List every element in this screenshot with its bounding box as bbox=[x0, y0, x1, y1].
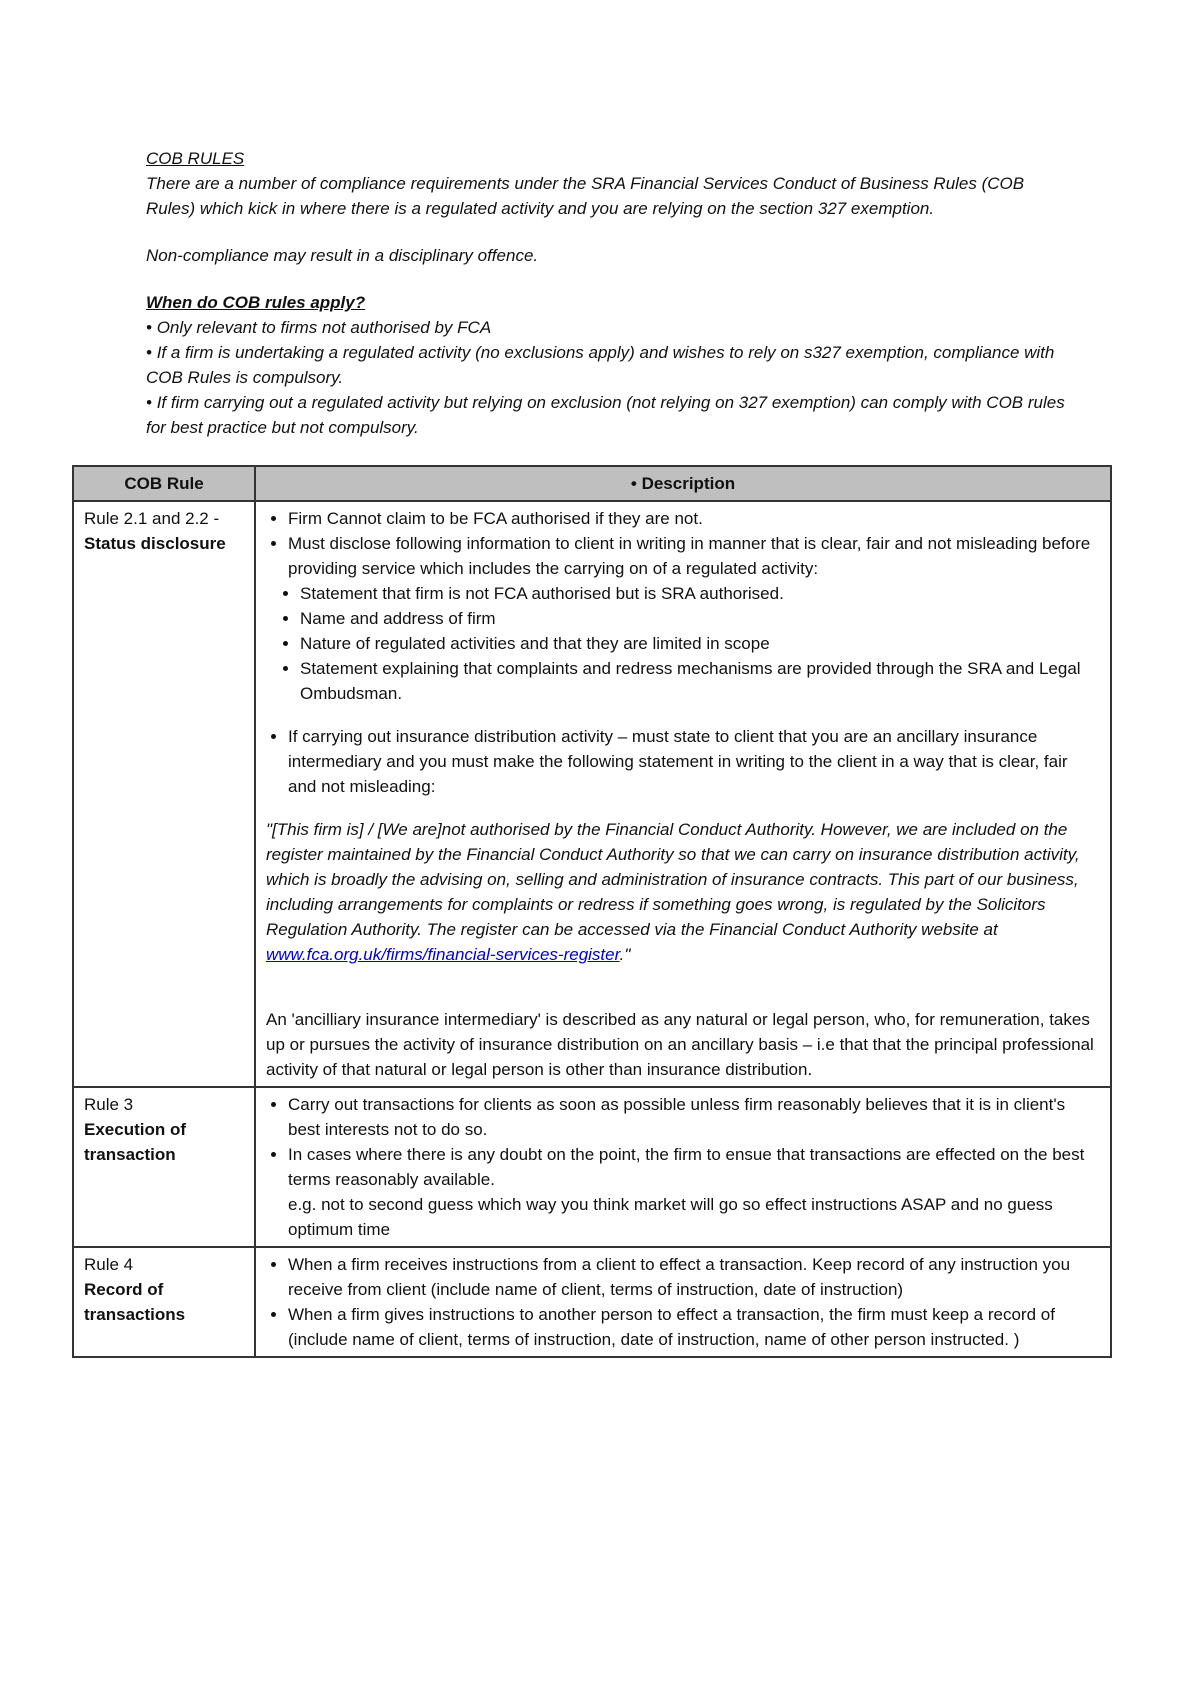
warning: Non-compliance may result in a disciplinary offence. bbox=[146, 246, 539, 265]
register-link[interactable]: www.fca.org.uk/firms/financial-services-register bbox=[266, 945, 620, 964]
rule-cell: Rule 2.1 and 2.2 - Status disclosure bbox=[73, 501, 255, 1087]
col-desc: • Description bbox=[255, 466, 1111, 501]
desc-cell: • Firm Cannot claim to be FCA authorised if they are not. • Must disclose following information to client in writing in manner that is clear, fair and not misleading before providing service which includes the carrying on of a regulated activity: • Statement that firm is not FCA authorised but is SRA authorised. • Name and address of firm • Nature of regulated activities and that they are limited in scope • Statement explaining that complaints and redress mechanisms are provided through the SRA and Legal Ombudsman. • If carrying out insurance distribution activity – must state to client that you are an ancillary insurance intermediary and you must make the following statement in writing to the client in a way that is clear, fair and not misleading: "[This firm is] / [We are]not authorised by the Financial Conduct Authority. However, we are included on the register maintained by the Financial Conduct Authority so that we can carry on insurance distribution activity, which is broadly the advising on, selling and administration of insurance contracts. This part of our business, including arrangements for complaints or redress if something goes wrong, is regulated by the Solicitors Regulation Authority. The register can be accessed via the Financial Conduct Authority website at www.fca.org.uk/firms/financial-services-register." An 'ancilliary insurance intermediary' is described as any natural or legal person, who, for remuneration, takes up or pursues the activity of insurance distribution on an ancillary basis – i.e that that the principal professional activity of that natural or legal person is other than insurance distribution. bbox=[255, 501, 1111, 1087]
title: COB RULES bbox=[146, 149, 245, 168]
bullet-2: • If a firm is undertaking a regulated activity (no exclusions apply) and wishes to rely on s327 exemption, compliance with COB Rules is compulsory. bbox=[146, 343, 1055, 387]
desc-cell: • When a firm receives instructions from a client to effect a transaction. Keep record of any instruction you receive from client (include name of client, terms of instruction, date of instruction) • When a firm gives instructions to another person to effect a transaction, the firm must keep a record of (include name of client, terms of instruction, date of instruction, name of other person instructed. ) bbox=[255, 1247, 1111, 1357]
bullet-3: • If firm carrying out a regulated activity but relying on exclusion (not relying on 327 exemption) can comply with COB rules for best practice but not compulsory. bbox=[146, 393, 1065, 437]
col-rule: COB Rule bbox=[73, 466, 255, 501]
intro bbox=[146, 146, 1066, 440]
rule-cell: Rule 4 Record of transactions bbox=[73, 1247, 255, 1357]
definition: An 'ancilliary insurance intermediary' is described as any natural or legal person, who, for remuneration, takes up or pursues the activity of insurance distribution on an ancillary basis – i.e that that the principal professional activity of that natural or legal person is other than insurance distribution. bbox=[266, 1010, 1094, 1079]
rules-table bbox=[72, 465, 1112, 1358]
heading: When do COB rules apply? bbox=[146, 293, 366, 312]
desc-cell: • Carry out transactions for clients as soon as possible unless firm reasonably believes that it is in client's best interests not to do so. • In cases where there is any doubt on the point, the firm to ensue that transactions are effected on the best terms reasonably available. e.g. not to second guess which way you think market will go so effect instructions ASAP and no guess optimum time bbox=[255, 1087, 1111, 1247]
quote: "[This firm is] / [We are]not authorised by the Financial Conduct Authority. However, we are included on the register maintained by the Financial Conduct Authority so that we can carry on insurance distribution activity, which is broadly the advising on, selling and administration of insurance contracts. This part of our business, including arrangements for complaints or redress if something goes wrong, is regulated by the Solicitors Regulation Authority. The register can be accessed via the Financial Conduct Authority website at www.fca.org.uk/firms/financial-services-register." bbox=[266, 820, 1080, 964]
rule-cell: Rule 3 Execution of transaction bbox=[73, 1087, 255, 1247]
bullet-1: • Only relevant to firms not authorised by FCA bbox=[146, 318, 492, 337]
intro-text: There are a number of compliance requirements under the SRA Financial Services Conduct of Business Rules (COB Rules) which kick in where there is a regulated activity and you are relying on the section 327 exemption. bbox=[146, 174, 1025, 218]
